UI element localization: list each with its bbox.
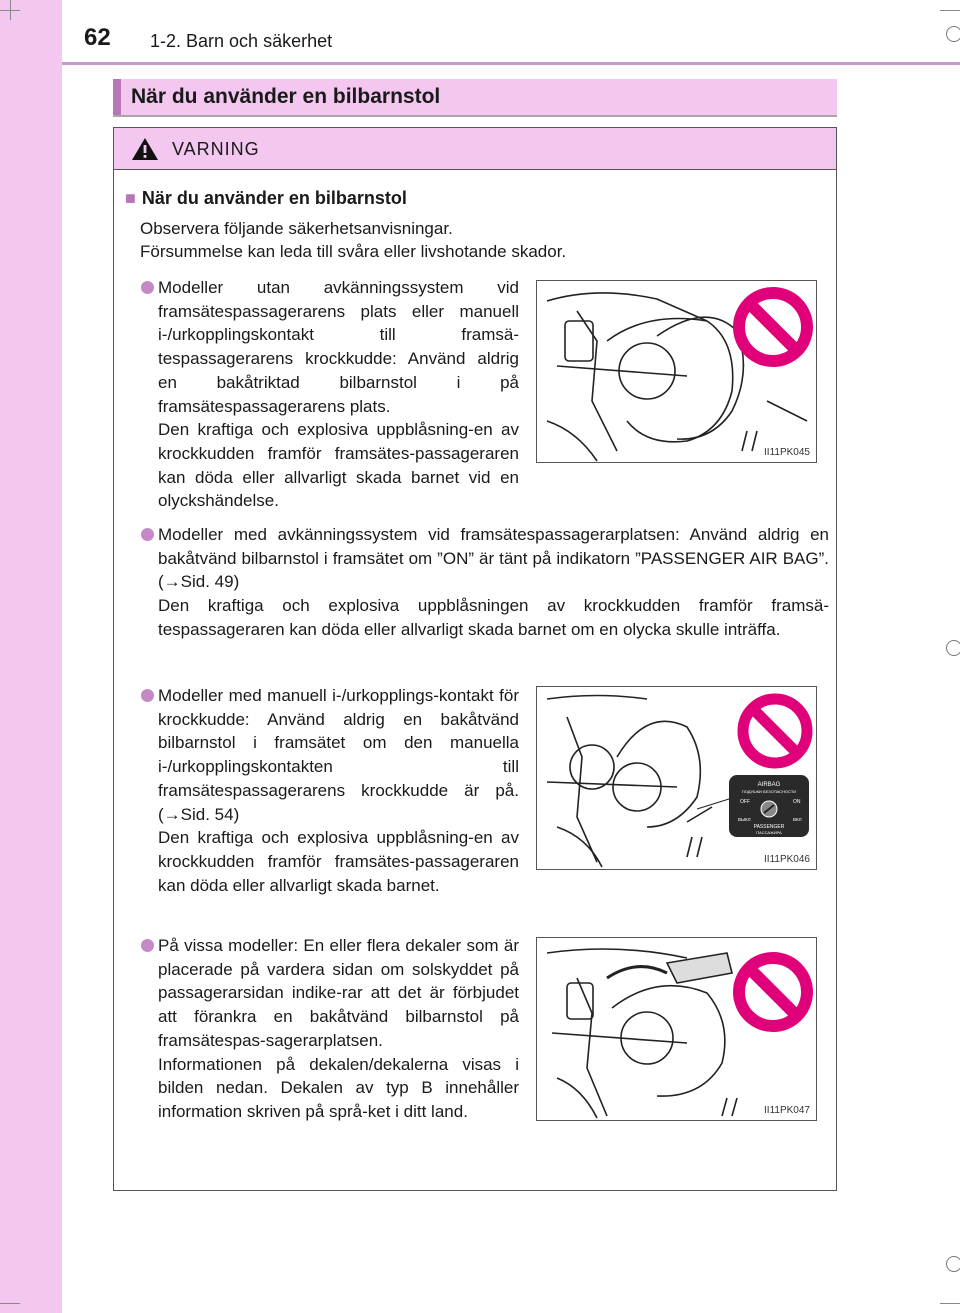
chapter-title: 1-2. Barn och säkerhet: [150, 31, 333, 51]
warning-header: [114, 128, 836, 170]
header-rule: [62, 62, 960, 65]
warning-intro: Observera följande säkerhetsanvisningar. Försummelse kan leda till svåra eller livshotande skador.: [140, 219, 567, 261]
figure-rear-facing-seat-airbag: [536, 280, 817, 463]
prohibition-icon: [743, 699, 807, 763]
bullet-dot-icon: [141, 939, 154, 952]
car-seat-illustration: [537, 938, 817, 1121]
registration-mark: [946, 26, 960, 42]
bullet-item: Modeller med avkänningssystem vid framsätespassagerarplatsen: Använd aldrig en bakåtvänd bilbarnstol i framsätet om ”ON” är tänt på indikatorn ”PASSENGER AIR BAG”. (→Sid. 49) Den kraftiga och explosiva uppblåsningen av krockkudden framför framsä-tespassageraren kan döda eller allvarligt skada barnet om en olycka skulle inträffa.: [158, 523, 829, 642]
registration-mark: [946, 640, 960, 656]
figure-code: II11PK047: [764, 1105, 810, 1116]
crop-mark: [10, 0, 11, 20]
page-number: 62: [84, 24, 111, 51]
page-side-band: [0, 0, 62, 1313]
prohibition-icon: [739, 958, 807, 1026]
car-seat-illustration: [537, 281, 817, 463]
warning-label: VARNING: [172, 139, 260, 159]
figure-sun-visor-label: [536, 937, 817, 1121]
warning-subheading: ■ När du använder en bilbarnstol: [125, 188, 407, 208]
svg-text:ON: ON: [793, 799, 801, 805]
square-bullet-icon: ■: [125, 188, 136, 208]
svg-text:PASSENGER: PASSENGER: [753, 824, 785, 830]
figure-code: II11PK046: [764, 854, 810, 865]
bullet-dot-icon: [141, 689, 154, 702]
crop-mark: [0, 1303, 20, 1304]
section-header-bar: [113, 79, 121, 115]
warning-triangle-icon: [131, 137, 159, 161]
bullet-item: Modeller utan avkänningssystem vid framsätespassagerarens plats eller manuell i-/urkopplingskontakt till framsä-tespassagerarens krockkudde: Använd aldrig en bakåtriktad bilbarnstol i på framsätespassagerarens plats. Den kraftiga och explosiva uppblåsning-en av krockkudden framför framsätes-passageraren kan döda eller allvarligt skada barnet vid en olyckshändelse.: [158, 276, 519, 513]
bullet-item: Modeller med manuell i-/urkopplings-kontakt för krockkudde: Använd aldrig en bakåtvänd bilbarnstol i framsätet om den manuella i-/urkopplingskontakten till framsätespassagerarens krockkudde är på. (→Sid. 54) Den kraftiga och explosiva uppblåsning-en av krockkudden framför framsätes-passageraren kan döda eller allvarligt skada barnet.: [158, 684, 519, 897]
car-seat-illustration: [537, 687, 817, 870]
svg-text:ПАССАЖИРА: ПАССАЖИРА: [756, 830, 782, 835]
section-title: När du använder en bilbarnstol: [131, 85, 441, 108]
svg-text:ВЫКЛ: ВЫКЛ: [738, 817, 751, 822]
registration-mark: [946, 1256, 960, 1272]
svg-text:ВКЛ: ВКЛ: [793, 817, 802, 822]
bullet-dot-icon: [141, 528, 154, 541]
warning-box: [113, 127, 837, 1191]
figure-code: II11PK045: [764, 447, 810, 458]
prohibition-icon: [739, 293, 807, 361]
svg-text:ПОДУШКИ БЕЗОПАСНОСТИ: ПОДУШКИ БЕЗОПАСНОСТИ: [741, 789, 797, 794]
bullet-dot-icon: [141, 281, 154, 294]
section-header: [113, 79, 837, 117]
bullet-item: På vissa modeller: En eller flera dekaler som är placerade på vardera sidan om solskyddet på passagerarsidan indike-rar att det är förbjudet att förankra en bakåtvänd bilbarnstol på framsätespas-sagerarplatsen. Informationen på dekalen/dekalerna visas i bilden nedan. Dekalen av typ B innehåller information skriven på språ-ket i ditt land.: [158, 934, 519, 1124]
svg-text:AIRBAG: AIRBAG: [757, 782, 781, 788]
svg-text:OFF: OFF: [740, 799, 750, 805]
crop-mark: [940, 1303, 960, 1304]
crop-mark: [940, 10, 960, 11]
figure-airbag-switch: [536, 686, 817, 870]
